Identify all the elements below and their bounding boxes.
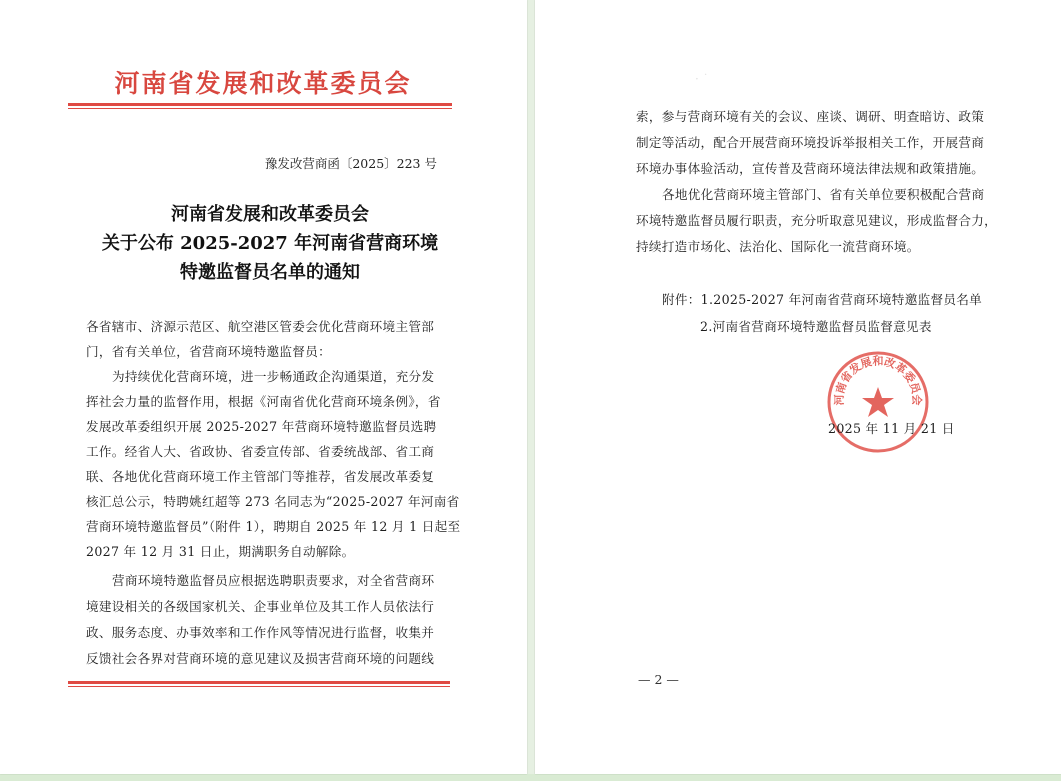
header-red-rule-thin: [68, 108, 452, 109]
title-line-1: 河南省发展和改革委员会: [171, 204, 369, 225]
body-line: 发展改革委组织开展 2025-2027 年营商环境特邀监督员选聘: [86, 419, 437, 434]
body-line: 环境办事体验活动，宣传普及营商环境法律法规和政策措施。: [636, 161, 985, 176]
body-line: 制定等活动，配合开展营商环境投诉举报相关工作，开展营商: [636, 135, 985, 150]
body-line: 2027 年 12 月 31 日止，期满职务自动解除。: [86, 544, 355, 559]
body-line: 境建设相关的各级国家机关、企事业单位及其工作人员依法行: [86, 599, 435, 614]
body-line: 门，省有关单位，省营商环境特邀监督员：: [86, 344, 331, 359]
title-line-3: 特邀监督员名单的通知: [180, 262, 360, 283]
page-number: — 2 —: [638, 672, 679, 687]
body-line: 各地优化营商环境主管部门、省有关单位要积极配合营商: [662, 187, 985, 202]
page-gutter: [527, 0, 535, 781]
body-line: 各省辖市、济源示范区、航空港区管委会优化营商环境主管部: [86, 319, 435, 334]
body-line: 为持续优化营商环境，进一步畅通政企沟通渠道，充分发: [112, 369, 435, 384]
bottom-strip: [0, 774, 1061, 781]
body-line: 核汇总公示，特聘姚红超等 273 名同志为“2025-2027 年河南省: [86, 494, 460, 509]
left-page: [0, 0, 527, 774]
bleed-through-mark: · ˙: [695, 72, 709, 86]
attachment-1: 附件：1.2025-2027 年河南省营商环境特邀监督员名单: [662, 292, 983, 307]
seal-text: 河南省发展和改革委员会: [832, 354, 924, 406]
body-line: 营商环境特邀监督员”（附件 1），聘期自 2025 年 12 月 1 日起至: [86, 519, 461, 534]
body-line: 持续打造市场化、法治化、国际化一流营商环境。: [636, 239, 920, 254]
body-line: 索，参与营商环境有关的会议、座谈、调研、明查暗访、政策: [636, 109, 985, 124]
header-red-rule: [68, 103, 452, 106]
body-line: 挥社会力量的监督作用，根据《河南省优化营商环境条例》，省: [86, 394, 441, 409]
body-line: 环境特邀监督员履行职责，充分听取意见建议，形成监督合力，: [636, 213, 998, 228]
body-line: 反馈社会各界对营商环境的意见建议及损害营商环境的问题线: [86, 651, 435, 666]
body-line: 政、服务态度、办事效率和工作作风等情况进行监督，收集并: [86, 625, 435, 640]
body-line: 联、各地优化营商环境工作主管部门等推荐，省发展改革委复: [86, 469, 435, 484]
signing-date: 2025 年 11 月 21 日: [828, 421, 955, 436]
attachment-2: 2.河南省营商环境特邀监督员监督意见表: [700, 319, 932, 334]
official-seal-icon: [826, 350, 930, 454]
body-line: 工作。经省人大、省政协、省委宣传部、省委统战部、省工商: [86, 444, 435, 459]
footer-red-rule-thin: [68, 686, 450, 687]
document-number: 豫发改营商函〔2025〕223 号: [264, 156, 437, 171]
footer-red-rule: [68, 681, 450, 684]
body-line: 营商环境特邀监督员应根据选聘职责要求，对全省营商环: [112, 573, 435, 588]
title-line-2: 关于公布 2025-2027 年河南省营商环境: [101, 233, 439, 254]
org-header: 河南省发展和改革委员会: [114, 69, 412, 98]
